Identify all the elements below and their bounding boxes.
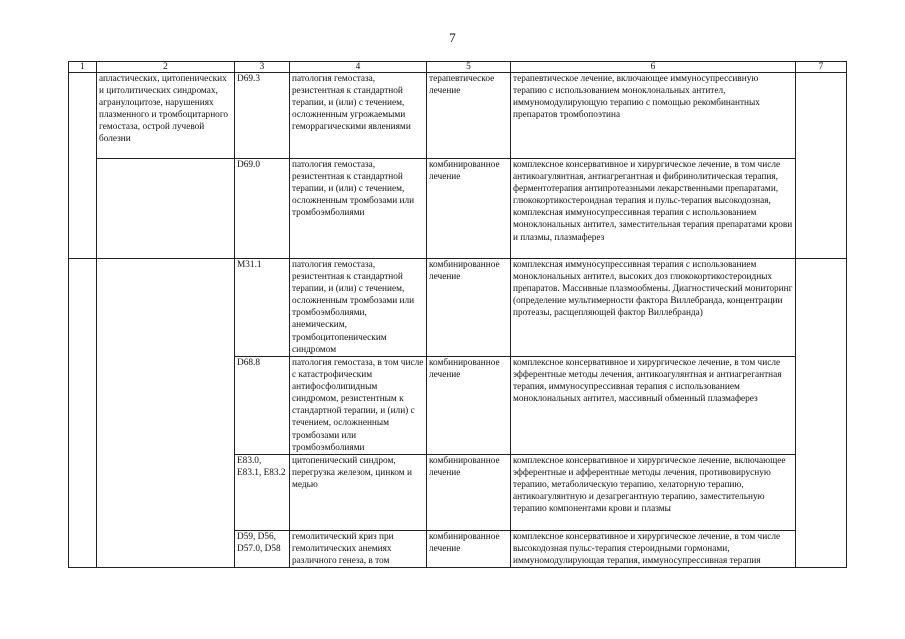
treatment-method: комплексное консервативное и хирургическое лечение, в том числе антикоагулянтная, антиагрегантная и фибринолитическая терапия, ферментотерапия антипротеазными лекарственными препаратами, глюкокортикостероидная терапия и пульс-терапия высокодозная, комплексная иммуносупрессивная терапия с использованием моноклональных антител, заместительная терапия препаратами крови и плазмы, плазмаферез xyxy=(511,159,796,259)
diagnosis-code xyxy=(235,530,290,567)
group-description-empty xyxy=(97,159,235,259)
treatment-method: комплексное консервативное и хирургическое лечение, в том числе эфферентные методы лечения, антикоагулянтная и антиагрегантная терапия, иммуносупрессивная терапия с использованием моноклональных антител, массивный обменный плазмаферез xyxy=(511,357,796,455)
treatment-type: комбинированное лечение xyxy=(427,454,511,530)
norm-cell xyxy=(796,259,847,568)
col-header-2: 2 xyxy=(97,62,235,73)
norm-cell xyxy=(796,73,847,259)
group-number-cell xyxy=(69,73,97,259)
treatment-type: комбинированное лечение xyxy=(427,259,511,357)
patient-model: патология гемостаза, в том числе с катастрофическим антифосфолипидным синдромом, резистентным к стандартной терапии, и (или) с течением, осложненным тромбозами или тромбоэмболиями xyxy=(290,357,427,455)
treatment-type xyxy=(427,530,511,567)
group-description-empty xyxy=(97,259,235,568)
treatment-method: комплексное консервативное и хирургическое лечение, включающее эфферентные и афферентные методы лечения, противовирусную терапию, метаболическую терапию, хелаторную терапию, антикоагулянтную и дезагрегантную терапию, заместительную терапию компонентами крови и плазмы xyxy=(511,454,796,530)
patient-model xyxy=(290,530,427,567)
treatment-table xyxy=(68,61,847,568)
diagnosis-code: D69.0 xyxy=(235,159,290,259)
table-row xyxy=(69,73,847,159)
treatment-type: комбинированное лечение xyxy=(427,357,511,455)
diagnosis-code-text: D59, D56, D57.0, D58 xyxy=(237,531,281,554)
treatment-method xyxy=(511,530,796,567)
treatment-method-text: комплексное консервативное и хирургическое лечение, в том числе высокодозная пульс-терапия стероидными гормонами, иммуномодулирующая терапия, иммуносупрессивная терапия xyxy=(513,531,781,566)
header-row xyxy=(69,62,847,73)
patient-model: патология гемостаза, резистентная к стандартной терапии, и (или) с течением, осложненным тромбозами или тромбоэмболиями, анемическим, тромбоцитопеническим синдромом xyxy=(290,259,427,357)
diagnosis-code: E83.0, E83.1, E83.2 xyxy=(235,454,290,530)
treatment-method: терапевтическое лечение, включающее иммуносупрессивную терапию с использованием моноклональных антител, иммуномодулирующую терапию с помощью рекомбинантных препаратов тромбопоэтина xyxy=(511,73,796,159)
treatment-type-text: комбинированное лечение xyxy=(429,531,500,554)
patient-model: патология гемостаза, резистентная к стандартной терапии, и (или) с течением, осложненным тромбозами или тромбоэмболиями xyxy=(290,159,427,259)
group-description: апластических, цитопенических и цитолитических синдромах, агранулоцитозе, нарушениях плазменного и тромбоцитарного гемостаза, острой лучевой болезни xyxy=(97,73,235,159)
treatment-type: комбинированное лечение xyxy=(427,159,511,259)
treatment-method: комплексная иммуносупрессивная терапия с использованием моноклональных антител, высоких доз глюкокортикостероидных препаратов. Массивные плазмообмены. Диагностический мониторинг (определение мультимерности фактора Виллебранда, концентрации протеазы, расщепляющей фактор Виллебранда) xyxy=(511,259,796,357)
col-header-1: 1 xyxy=(69,62,97,73)
diagnosis-code: M31.1 xyxy=(235,259,290,357)
table-row xyxy=(69,159,847,259)
table-row xyxy=(69,259,847,357)
patient-model: цитопенический синдром, перегрузка железом, цинком и медью xyxy=(290,454,427,530)
diagnosis-code: D69.3 xyxy=(235,73,290,159)
patient-model-text: гемолитический криз при гемолитических анемиях различного генеза, в том xyxy=(292,531,394,566)
page-number: 7 xyxy=(449,30,456,45)
group-number-cell xyxy=(69,259,97,568)
col-header-6: 6 xyxy=(511,62,796,73)
patient-model: патология гемостаза, резистентная к стандартной терапии, и (или) с течением, осложненным угрожаемыми геморрагическими явлениями xyxy=(290,73,427,159)
col-header-5: 5 xyxy=(427,62,511,73)
treatment-type: терапевтическое лечение xyxy=(427,73,511,159)
col-header-4: 4 xyxy=(290,62,427,73)
col-header-7: 7 xyxy=(796,62,847,73)
col-header-3: 3 xyxy=(235,62,290,73)
diagnosis-code: D68.8 xyxy=(235,357,290,455)
